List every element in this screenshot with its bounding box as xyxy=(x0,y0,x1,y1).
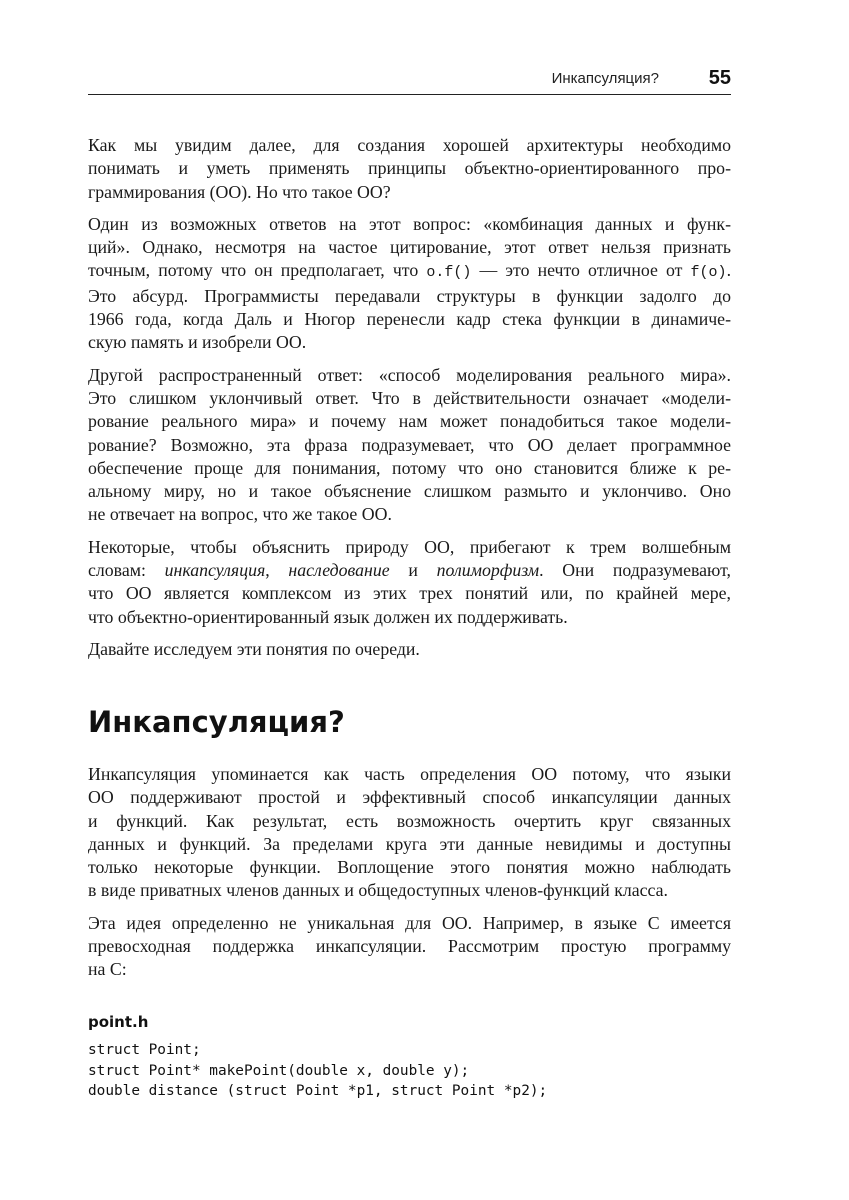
intro-text xyxy=(88,134,731,670)
text-line: и функций. Как результат, есть возможность очертить круг связанных xyxy=(88,810,731,831)
text-run: , xyxy=(265,560,289,581)
running-header-title: Инкапсуляция? xyxy=(551,70,659,87)
text-line: скую память и изобрели ОО. xyxy=(88,332,307,353)
text-line xyxy=(88,259,731,284)
text-line: обеспечение проще для понимания, потому что оно становится ближе к ре- xyxy=(88,457,731,478)
paragraph xyxy=(88,638,731,661)
text-line: что объектно-ориентированный язык должен их поддерживать. xyxy=(88,606,568,627)
text-run: словам: xyxy=(88,560,165,581)
text-line: что ОО является комплексом из этих трех понятий или, по крайней мере, xyxy=(88,583,731,604)
text-line: в виде приватных членов данных и общедоступных членов-функций класса. xyxy=(88,880,668,901)
paragraph xyxy=(88,134,731,204)
emphasis-term: полиморфизм xyxy=(436,560,540,581)
text-line: на C: xyxy=(88,959,127,980)
text-run: точным, потому что он предполагает, что xyxy=(88,260,427,281)
paragraph xyxy=(88,213,731,355)
text-line xyxy=(88,559,731,582)
code-listing: struct Point; struct Point* makePoint(double x, double y); double distance (struct Point *p1, struct Point *p2); xyxy=(88,1042,548,1099)
paragraph xyxy=(88,763,731,903)
emphasis-term: инкапсуляция xyxy=(164,560,266,581)
text-line: ций». Однако, несмотря на частое цитирование, этот ответ нельзя признать xyxy=(88,237,731,258)
text-line: Эта идея определенно не уникальная для ОО. Например, в языке C имеется xyxy=(88,912,731,933)
text-line: рование? Возможно, эта фраза подразумевает, что ОО делает программное xyxy=(88,434,731,455)
running-header xyxy=(88,68,731,95)
inline-code: f(o) xyxy=(690,264,727,282)
text-line: Это абсурд. Программисты передавали структуры в функции задолго до xyxy=(88,285,731,306)
text-line: Давайте исследуем эти понятия по очереди. xyxy=(88,638,420,659)
text-line: 1966 года, когда Даль и Нюгор перенесли кадр стека функции в динамиче- xyxy=(88,309,731,330)
text-run: . xyxy=(726,260,732,281)
text-line: ОО поддерживают простой и эффективный способ инкапсуляции данных xyxy=(88,787,731,808)
text-line: понимать и уметь применять принципы объектно-ориентированного про- xyxy=(88,158,731,179)
text-run: — это нечто отличное от xyxy=(471,260,691,281)
paragraph xyxy=(88,364,731,527)
text-line: граммирования (ОО). Но что такое ОО? xyxy=(88,181,391,202)
text-line: Один из возможных ответов на этот вопрос: «комбинация данных и функ- xyxy=(88,213,731,234)
text-line: Некоторые, чтобы объяснить природу ОО, прибегают к трем волшебным xyxy=(88,536,731,557)
section-text xyxy=(88,763,731,991)
paragraph xyxy=(88,536,731,629)
text-line: рование реального мира» и почему нам может понадобиться такое модели- xyxy=(88,411,731,432)
emphasis-term: наследование xyxy=(288,560,390,581)
text-line: данных и функций. За пределами круга эти данные невидимы и доступны xyxy=(88,833,731,854)
inline-code: o.f() xyxy=(426,264,472,282)
text-line: альному миру, но и такое объяснение слишком размыто и уклончиво. Оно xyxy=(88,481,731,502)
paragraph xyxy=(88,912,731,982)
text-line: Инкапсуляция упоминается как часть определения ОО потому, что языки xyxy=(88,764,731,784)
text-line: Как мы увидим далее, для создания хорошей архитектуры необходимо xyxy=(88,135,731,155)
text-line: Другой распространенный ответ: «способ моделирования реального мира». xyxy=(88,364,731,385)
text-line: превосходная поддержка инкапсуляции. Рассмотрим простую программу xyxy=(88,936,731,957)
listing-title: point.h xyxy=(88,1013,149,1031)
text-run: и xyxy=(389,560,437,581)
page-number: 55 xyxy=(708,67,731,89)
text-line: Это слишком уклончивый ответ. Что в действительности означает «модели- xyxy=(88,387,731,408)
text-line: только некоторые функции. Воплощение этого понятия можно наблюдать xyxy=(88,857,731,878)
text-run: . Они подразумевают, xyxy=(539,560,731,581)
text-line: не отвечает на вопрос, что же такое ОО. xyxy=(88,504,392,525)
section-heading: Инкапсуляция? xyxy=(88,705,345,739)
